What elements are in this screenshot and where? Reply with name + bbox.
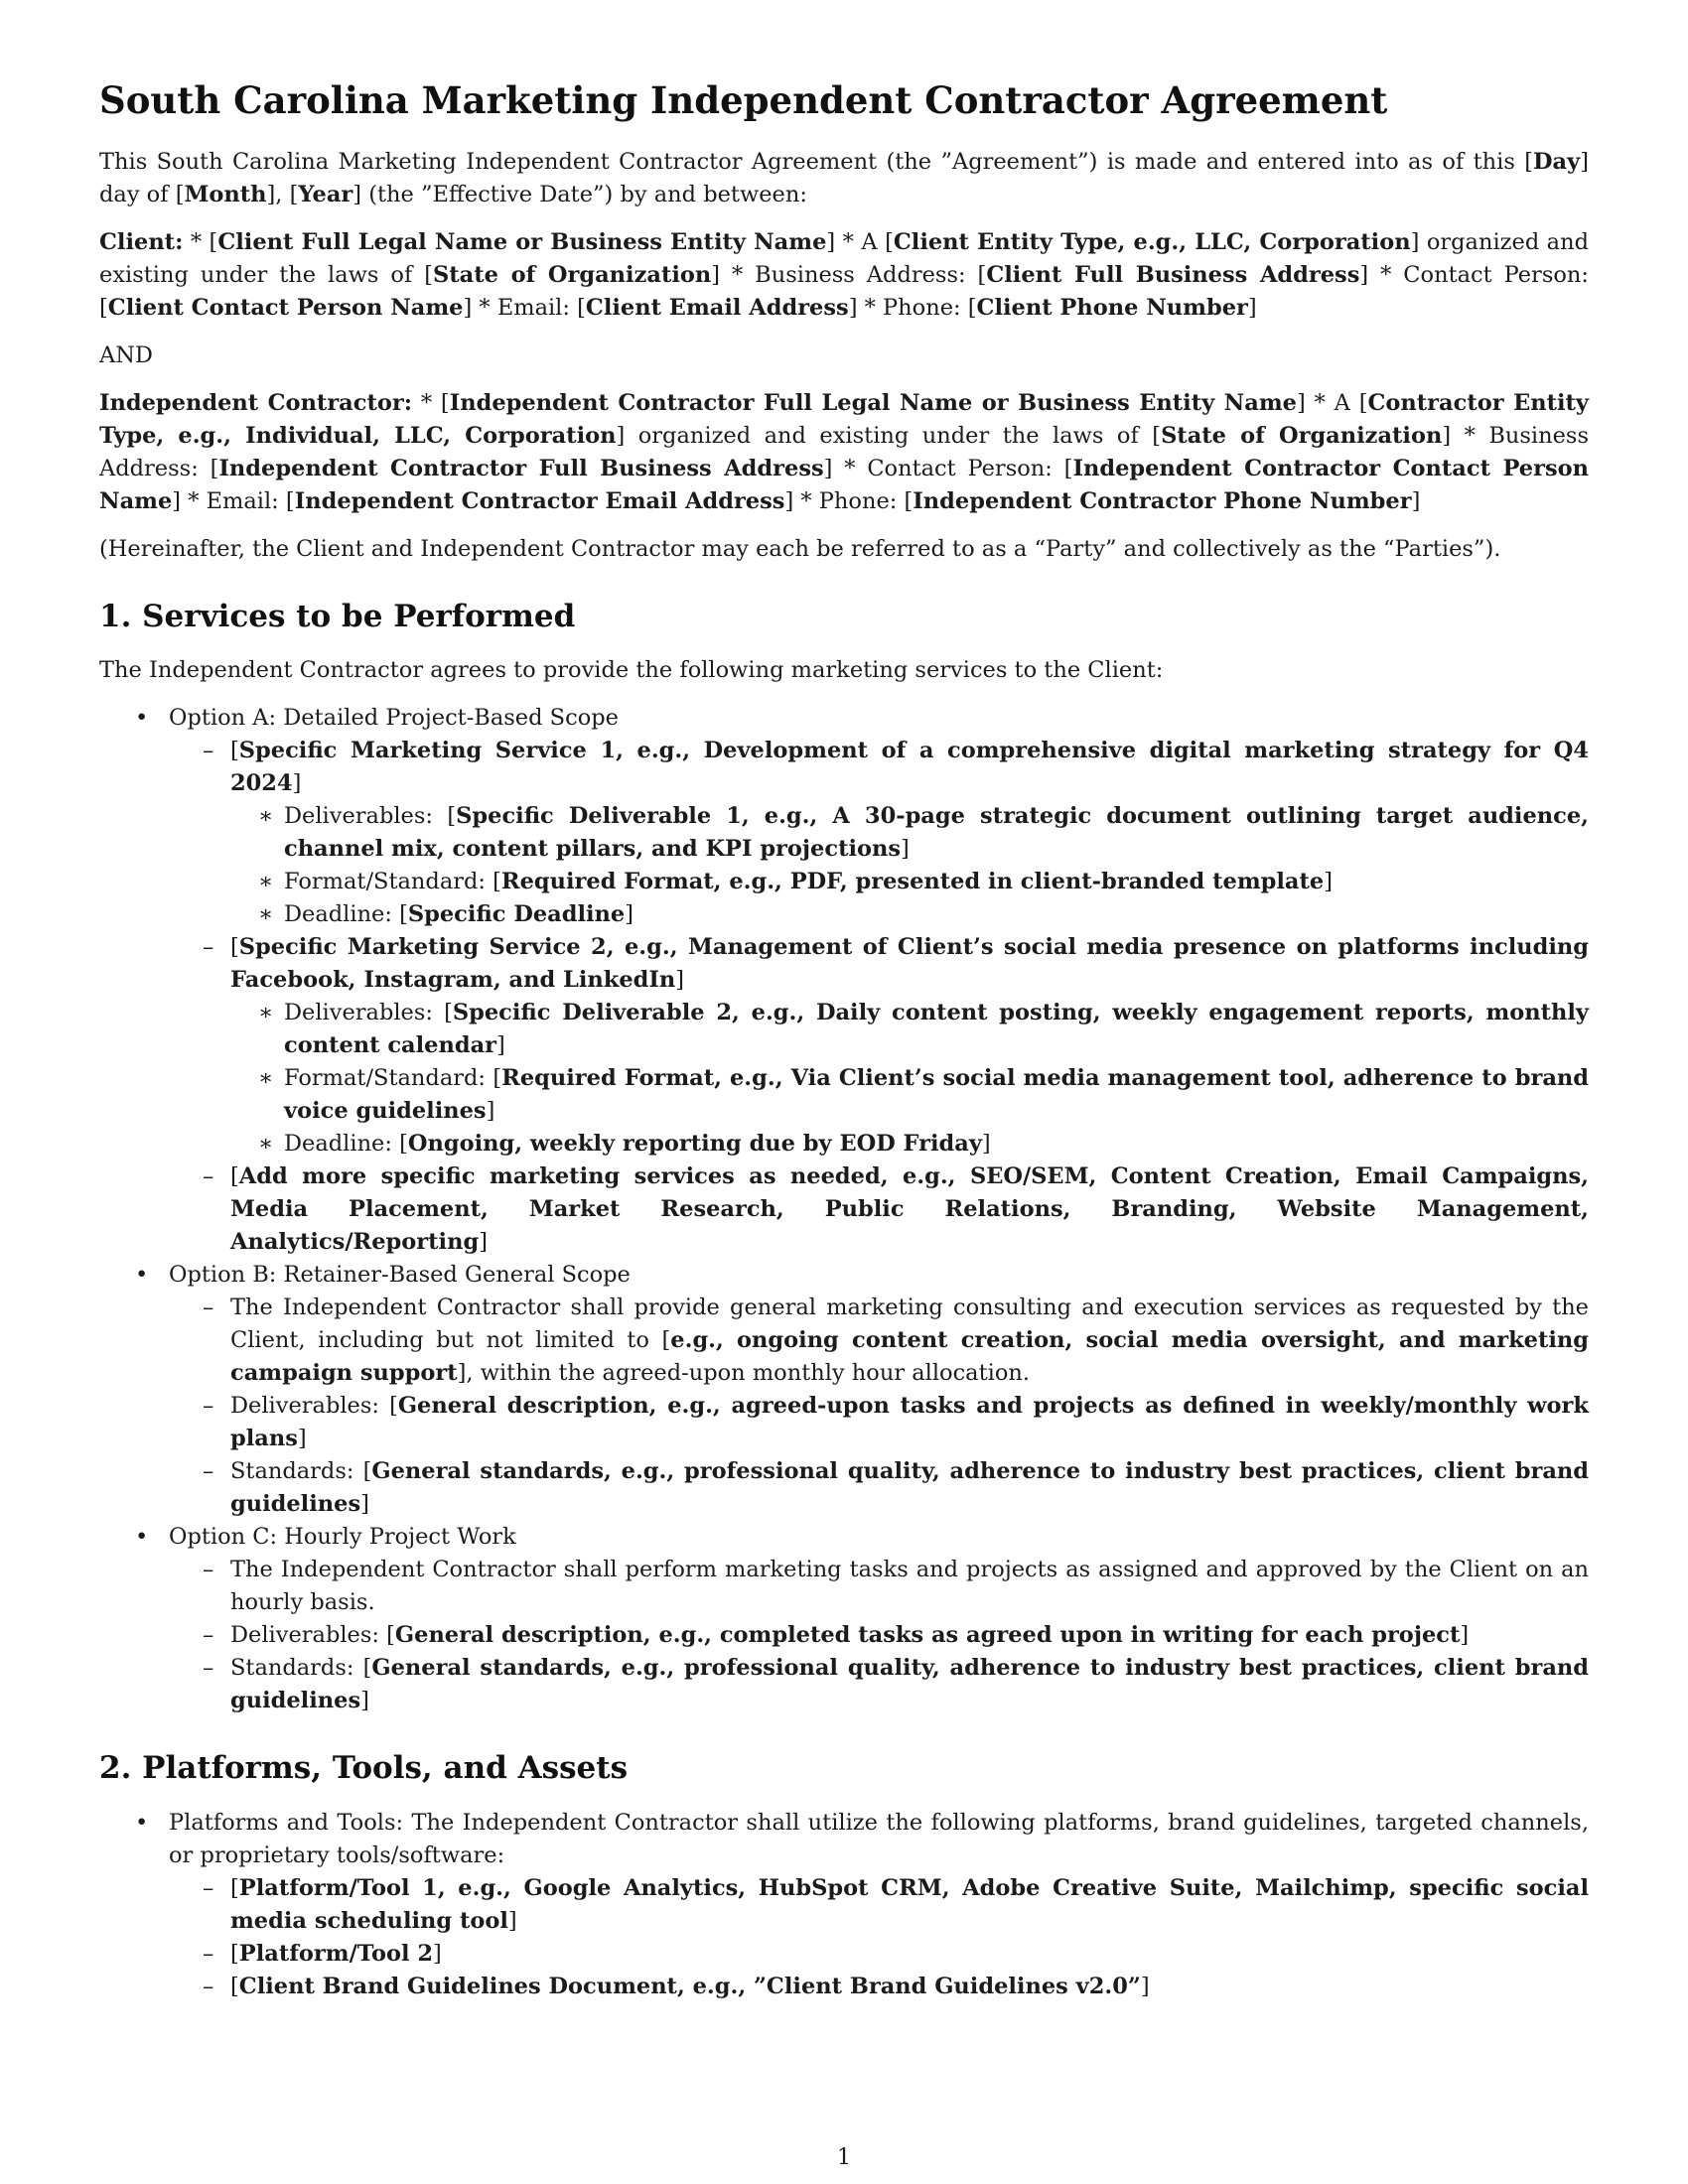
bullet-marker: •: [135, 705, 149, 732]
dash-marker: –: [203, 1655, 214, 1682]
star-marker: ∗: [258, 869, 274, 895]
option-b: • Option B: Retainer-Based General Scope – The Independent Contractor shall provide general marketing consulting and execution services as requested by the Client, including but not limited to [e.g., ongoing content creation, social media oversight, and marketing campaign support], within the agreed-upon monthly hour allocation. – Deliverables: [General description, e.g., agreed-upon tasks and projects as defined in weekly/monthly work plans] – Standards: [General standards, e.g., professional quality, adherence to industry best practices, client brand guidelines]: [99, 1259, 1589, 1521]
contractor-phone: Independent Contractor Phone Number: [913, 487, 1412, 514]
brand-guidelines-doc: – [Client Brand Guidelines Document, e.g., ”Client Brand Guidelines v2.0”]: [169, 1971, 1589, 2003]
option-c-standards: – Standards: [General standards, e.g., professional quality, adherence to industry best practices, client brand guidelines]: [169, 1652, 1589, 1717]
dash-marker: –: [203, 1393, 214, 1420]
service-2-format: ∗ Format/Standard: [Required Format, e.g., Via Client’s social media management tool, adherence to brand voice guidelines]: [230, 1062, 1589, 1128]
intro-paragraph: This South Carolina Marketing Independent Contractor Agreement (the ”Agreement”) is made and entered into as of this [Day] day of [Month], [Year] (the ”Effective Date”) by and between:: [99, 148, 1589, 207]
contractor-label: Independent Contractor:: [99, 389, 413, 416]
client-email: Client Email Address: [585, 294, 849, 321]
bullet-marker: •: [135, 1524, 149, 1551]
platforms-and-tools: • Platforms and Tools: The Independent Contractor shall utilize the following platforms, brand guidelines, targeted channels, or proprietary tools/software: – [Platform/Tool 1, e.g., Google Analytics, HubSpot CRM, Adobe Creative Suite, Mailchimp, specific social media scheduling tool] – [Platform/Tool 2] – [Client Brand Guidelines Document, e.g., ”Client Brand Guidelines v2.0”]: [99, 1807, 1589, 2003]
star-marker: ∗: [258, 803, 274, 830]
client-phone: Client Phone Number: [976, 294, 1248, 321]
dash-marker: –: [203, 1163, 214, 1190]
dash-marker: –: [203, 738, 214, 764]
option-b-standards: – Standards: [General standards, e.g., professional quality, adherence to industry best practices, client brand guidelines]: [169, 1455, 1589, 1521]
client-state: State of Organization: [433, 261, 712, 288]
section-2-heading: 2. Platforms, Tools, and Assets: [99, 1750, 629, 1787]
dash-marker: –: [203, 1622, 214, 1649]
contractor-entity: Contractor Entity Type, e.g., Individual, LLC, Corporation: [99, 389, 1589, 449]
day-placeholder: Day: [1533, 148, 1581, 175]
platforms-list: [99, 1807, 1589, 2003]
and-separator: AND: [99, 341, 153, 368]
star-marker: ∗: [258, 901, 274, 928]
platform-tool-2: – [Platform/Tool 2]: [169, 1938, 1589, 1971]
platform-tool-1: – [Platform/Tool 1, e.g., Google Analytics, HubSpot CRM, Adobe Creative Suite, Mailchimp, specific social media scheduling tool]: [169, 1872, 1589, 1938]
dash-marker: –: [203, 1973, 214, 1999]
contractor-block: Independent Contractor: * [Independent Contractor Full Legal Name or Business Entity Name] * A [Contractor Entity Type, e.g., Individual, LLC, Corporation] organized and existing under the laws of [State of Organization] * Business Address: [Independent Contractor Full Business Address] * Contact Person: [Independent Contractor Contact Person Name] * Email: [Independent Contractor Email Address] * Phone: [Independent Contractor Phone Number]: [99, 389, 1589, 514]
client-name: Client Full Legal Name or Business Entity Name: [217, 228, 827, 255]
dash-marker: –: [203, 1940, 214, 1967]
contractor-email: Independent Contractor Email Address: [294, 487, 785, 514]
service-1-deadline: ∗ Deadline: [Specific Deadline]: [230, 898, 1589, 931]
client-label: Client:: [99, 228, 184, 255]
client-contact: Client Contact Person Name: [107, 294, 464, 321]
dash-marker: –: [203, 934, 214, 961]
option-b-deliverables: – Deliverables: [General description, e.g., agreed-upon tasks and projects as defined in weekly/monthly work plans]: [169, 1390, 1589, 1455]
year-placeholder: Year: [298, 181, 353, 207]
section-1-intro: The Independent Contractor agrees to provide the following marketing services to the Client:: [99, 657, 1164, 684]
option-c-description: – The Independent Contractor shall perform marketing tasks and projects as assigned and approved by the Client on an hourly basis.: [169, 1554, 1589, 1619]
option-c-deliverables: – Deliverables: [General description, e.g., completed tasks as agreed upon in writing for each project]: [169, 1619, 1589, 1652]
client-entity: Client Entity Type, e.g., LLC, Corporation: [893, 228, 1411, 255]
star-marker: ∗: [258, 1000, 274, 1026]
service-1-format: ∗ Format/Standard: [Required Format, e.g., PDF, presented in client-branded template]: [230, 866, 1589, 898]
service-2-deliverables: ∗ Deliverables: [Specific Deliverable 2, e.g., Daily content posting, weekly engagement reports, monthly content calendar]: [230, 997, 1589, 1062]
client-address: Client Full Business Address: [986, 261, 1360, 288]
section-1-heading: 1. Services to be Performed: [99, 598, 576, 634]
service-options-list: [99, 702, 1589, 1717]
client-block: Client: * [Client Full Legal Name or Business Entity Name] * A [Client Entity Type, e.g., LLC, Corporation] organized and existing under the laws of [State of Organization] * Business Address: [Client Full Business Address] * Contact Person: [Client Contact Person Name] * Email: [Client Email Address] * Phone: [Client Phone Number]: [99, 228, 1589, 321]
document-page: [99, 79, 1589, 2003]
option-b-description: – The Independent Contractor shall provide general marketing consulting and execution services as requested by the Client, including but not limited to [e.g., ongoing content creation, social media oversight, and marketing campaign support], within the agreed-upon monthly hour allocation.: [169, 1292, 1589, 1390]
dash-marker: –: [203, 1458, 214, 1485]
bullet-marker: •: [135, 1262, 149, 1289]
option-c: • Option C: Hourly Project Work – The Independent Contractor shall perform marketing tasks and projects as assigned and approved by the Client on an hourly basis. – Deliverables: [General description, e.g., completed tasks as agreed upon in writing for each project] – Standards: [General standards, e.g., professional quality, adherence to industry best practices, client brand guidelines]: [99, 1521, 1589, 1717]
document-title: South Carolina Marketing Independent Contractor Agreement: [99, 78, 1388, 122]
service-1: – [Specific Marketing Service 1, e.g., Development of a comprehensive digital marketing strategy for Q4 2024] ∗ Deliverables: [Specific Deliverable 1, e.g., A 30-page strategic document outlining target audience, channel mix, content pillars, and KPI projections] ∗ Format/Standard: [Required Format, e.g., PDF, presented in client-branded template] ∗ Deadline: [Specific Deadline]: [169, 735, 1589, 931]
service-1-deliverables: ∗ Deliverables: [Specific Deliverable 1, e.g., A 30-page strategic document outlining target audience, channel mix, content pillars, and KPI projections]: [230, 800, 1589, 866]
bullet-marker: •: [135, 1809, 149, 1836]
month-placeholder: Month: [184, 181, 267, 207]
option-a: • Option A: Detailed Project-Based Scope – [Specific Marketing Service 1, e.g., Development of a comprehensive digital marketing strategy for Q4 2024] ∗ Deliverables: [Specific Deliverable 1, e.g., A 30-page strategic document outlining target audience, channel mix, content pillars, and KPI projections] ∗ Format/Standard: [Required Format, e.g., PDF, presented in client-branded template] ∗ Deadline: [Specific Deadline] – [Specific Marketing Service 2, e.g., Management of Client’s social media presence on platforms including Facebook, Instagram, and LinkedIn] ∗ Deliverables: [Specific Deliverable 2, e.g., Daily content posting, weekly engagement reports, monthly content calendar] ∗ Format/Standard: [Required Format, e.g., Via Client’s social media management tool, adherence to brand voice guidelines] ∗ Deadline: [Ongoing, weekly reporting due by EOD Friday] – [Add more specific marketing services as needed, e.g., SEO/SEM, Content Creation, Email Campaigns, Media Placement, Market Research, Public Relations, Branding, Website Management, Analytics/Reporting]: [99, 702, 1589, 1259]
dash-marker: –: [203, 1874, 214, 1901]
dash-marker: –: [203, 1557, 214, 1583]
service-2: – [Specific Marketing Service 2, e.g., Management of Client’s social media presence on platforms including Facebook, Instagram, and LinkedIn] ∗ Deliverables: [Specific Deliverable 2, e.g., Daily content posting, weekly engagement reports, monthly content calendar] ∗ Format/Standard: [Required Format, e.g., Via Client’s social media management tool, adherence to brand voice guidelines] ∗ Deadline: [Ongoing, weekly reporting due by EOD Friday]: [169, 931, 1589, 1160]
service-more: – [Add more specific marketing services as needed, e.g., SEO/SEM, Content Creation, Email Campaigns, Media Placement, Market Research, Public Relations, Branding, Website Management, Analytics/Reporting]: [169, 1160, 1589, 1259]
contractor-address: Independent Contractor Full Business Address: [218, 455, 824, 481]
service-2-deadline: ∗ Deadline: [Ongoing, weekly reporting due by EOD Friday]: [230, 1128, 1589, 1160]
contractor-contact: Independent Contractor Contact Person Name: [99, 455, 1589, 514]
contractor-state: State of Organization: [1161, 422, 1443, 449]
page-number: 1: [836, 2144, 852, 2170]
contractor-name: Independent Contractor Full Legal Name or Business Entity Name: [449, 389, 1297, 416]
dash-marker: –: [203, 1295, 214, 1321]
star-marker: ∗: [258, 1131, 274, 1158]
parties-note: (Hereinafter, the Client and Independent Contractor may each be referred to as a “Party” and collectively as the “Parties”).: [99, 535, 1501, 562]
star-marker: ∗: [258, 1065, 274, 1092]
